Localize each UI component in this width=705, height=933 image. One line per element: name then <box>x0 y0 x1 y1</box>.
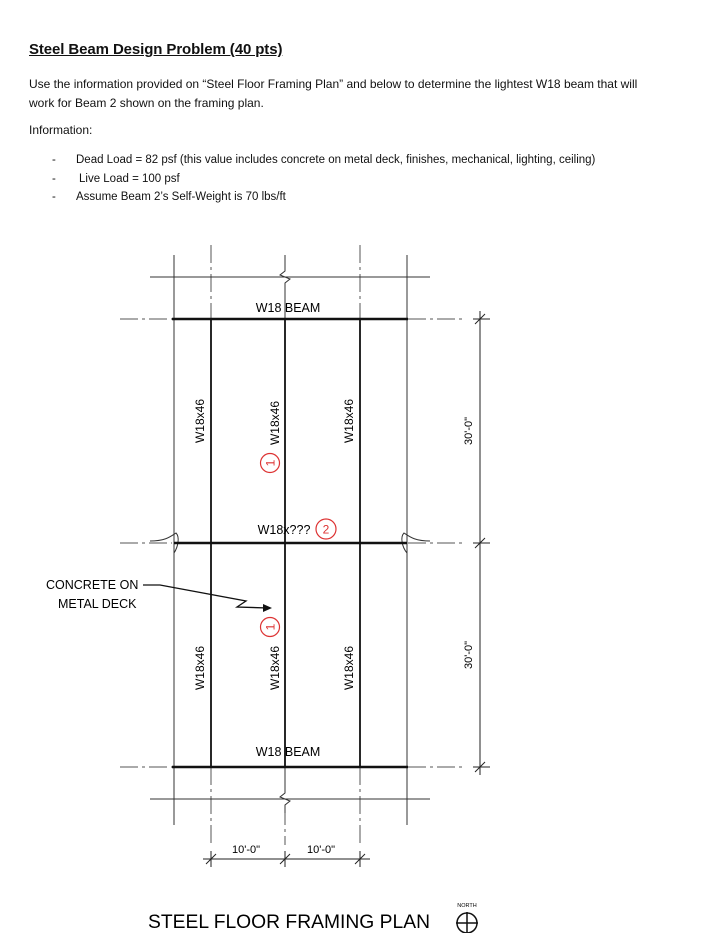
infill-top-label: W18x46 <box>268 400 282 446</box>
note-line-1: CONCRETE ON <box>46 578 139 592</box>
dim-horizontal-left: 10'-0" <box>231 844 261 856</box>
note-line-2: METAL DECK <box>58 597 137 611</box>
girder-left-top-label: W18x46 <box>193 398 207 444</box>
note-leader <box>143 585 268 608</box>
information-label: Information: <box>29 123 93 137</box>
girder-right-bottom-label: W18x46 <box>342 645 356 691</box>
infill-tag-bottom-text: 1 <box>263 623 278 631</box>
problem-intro: Use the information provided on “Steel Floor Framing Plan” and below to determine the lightest W18 beam that will work for Beam 2 shown on the framing plan. <box>29 77 638 110</box>
framing-plan <box>0 235 705 933</box>
vertical-dimension <box>473 311 490 775</box>
infill-tag-top-text: 1 <box>263 459 278 467</box>
problem-title: Steel Beam Design Problem (40 pts) <box>29 41 283 58</box>
dim-horizontal-right: 10'-0" <box>306 844 336 856</box>
slab-edges <box>150 255 430 825</box>
infill-bottom-label: W18x46 <box>268 645 282 691</box>
dim-vertical-top: 30'-0" <box>463 416 475 446</box>
leader-arrowhead <box>263 604 272 612</box>
girder-right-top-label: W18x46 <box>342 398 356 444</box>
horizontal-dimension <box>203 851 370 867</box>
north-label: NORTH <box>457 903 477 909</box>
dim-vertical-bottom: 30'-0" <box>463 640 475 670</box>
mid-beam-label: W18x??? <box>257 523 311 537</box>
north-arrow <box>456 903 478 933</box>
infill-tag-top <box>261 454 280 473</box>
self-weight-item: - Assume Beam 2’s Self-Weight is 70 lbs/ft <box>52 188 652 207</box>
top-beam-label: W18 BEAM <box>255 301 321 315</box>
dead-load-item: - Dead Load = 82 psf (this value includes concrete on metal deck, finishes, mechanical, lighting, ceiling) <box>52 151 652 170</box>
live-load-item: - Live Load = 100 psf <box>52 170 652 189</box>
bottom-beam-label: W18 BEAM <box>255 745 321 759</box>
information-list <box>52 151 652 207</box>
girder-left-bottom-label: W18x46 <box>193 645 207 691</box>
beam-2-tag <box>316 519 336 539</box>
beams <box>172 319 408 767</box>
infill-tag-bottom <box>261 618 280 637</box>
break-bottom <box>280 767 290 813</box>
beam-2-tag-text: 2 <box>322 522 330 537</box>
plan-title: STEEL FLOOR FRAMING PLAN <box>148 912 430 933</box>
